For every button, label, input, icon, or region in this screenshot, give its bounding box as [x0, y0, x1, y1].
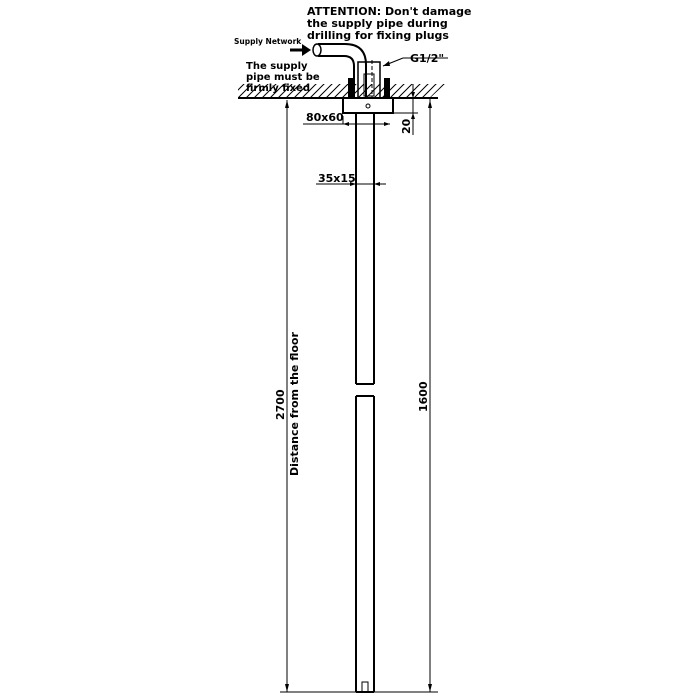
supply-network-label: Supply Network: [234, 37, 302, 46]
shower-arm: [356, 113, 374, 692]
arm-length-label: 1600: [417, 381, 430, 412]
fixed-note-line2: pipe must be: [246, 72, 320, 83]
fixed-note-line3: firmly fixed: [246, 83, 310, 94]
attention-note-line2: the supply pipe during: [307, 17, 448, 30]
fixed-note-line1: The supply: [246, 61, 308, 72]
mounting-plate: [343, 98, 393, 113]
arm-section-label: 35x15: [318, 172, 356, 185]
floor-distance-value: 2700: [274, 389, 287, 420]
thread-size-label: G1/2": [410, 52, 445, 65]
attention-note-line1: ATTENTION: Don't damage: [307, 5, 472, 18]
plate-thickness-label: 20: [400, 118, 413, 134]
floor-distance-label: Distance from the floor: [288, 332, 301, 476]
plate-size-label: 80x60: [306, 111, 344, 124]
attention-note-line3: drilling for fixing plugs: [307, 29, 449, 42]
